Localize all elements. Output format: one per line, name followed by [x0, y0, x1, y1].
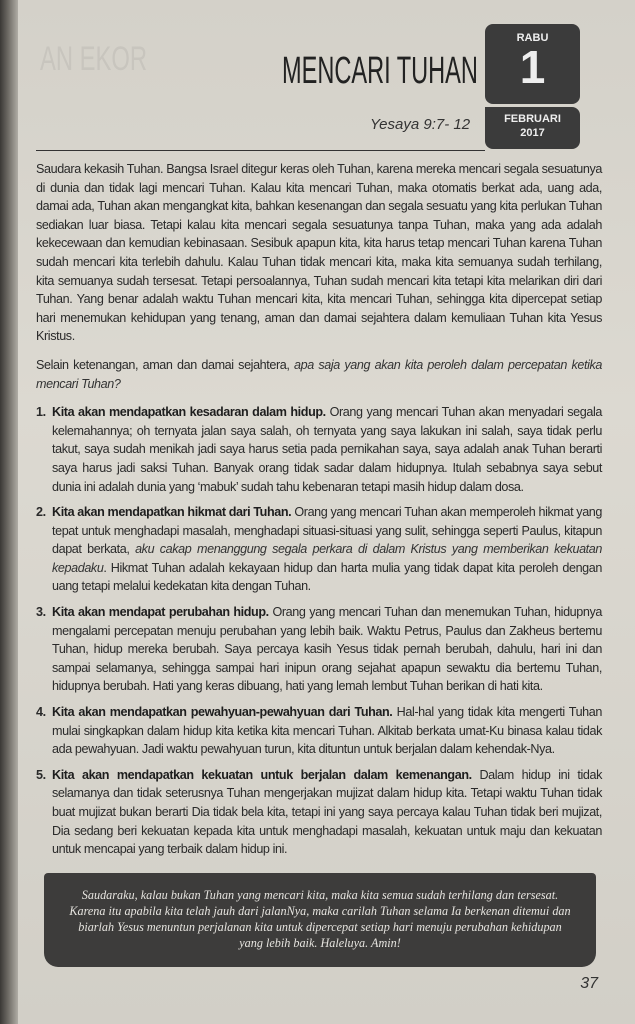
year: 2017 — [520, 127, 545, 139]
item-heading: Kita akan mendapatkan kesadaran dalam hidup. — [52, 405, 326, 420]
item-heading: Kita akan mendapatkan hikmat dari Tuhan. — [52, 505, 292, 520]
scripture-reference: Yesaya 9:7- 12 — [370, 116, 471, 133]
date-day-box — [485, 24, 580, 104]
item-number: 1. — [36, 405, 46, 420]
item-number: 4. — [36, 705, 46, 720]
item-text: Dalam hidup ini tidak selamanya dan tidak seterusnya Tuhan mengerjakan mujizat dalam hidup kita. Tetapi waktu Tuhan tidak buat mujizat bukan berarti Dia tidak bela kita, tetapi ini yang saya percaya kalau Tuhan tidak beri mujizat, Dia sedang beri kekuatan kepada kita untuk menghadapi masalah, kekuatan untuk maju dan kekuatan untuk mencapai yang terbaik dalam hidup ini. — [52, 767, 602, 857]
closing-quote-text: Saudaraku, kalau bukan Tuhan yang mencari kita, maka kita semua sudah terhilang dan tersesat. Karena itu apabila kita telah jauh dari jalanNya, maka carilah Tuhan selama Ia berkenan ditemui dan biarlah Yesus menuntun perjalanan kita untuk dipercepat setiap hari menuju perubahan kehidupan yang lebih baik. Haleluya. Amin! — [69, 887, 571, 950]
intro-paragraph: Saudara kekasih Tuhan. Bangsa Israel ditegur keras oleh Tuhan, karena mereka mencari segala sesuatunya di dunia dan tidak lagi mencari Tuhan. Kalau kita mencari Tuhan, maka otomatis berkat ada, uang ada, damai ada, Tuhan akan mengangkat kita, bahkan kesenangan dan segala sesuatu yang kita perlukan Tuhan sediakan luar biasa. Tetapi kalau kita mencari segala sesuatunya tanpa Tuhan, maka yang ada adalah kekecewaan dan kemudian kebinasaan. Sesibuk apapun kita, kita harus tetap mencari Tuhan karena Tuhan sudah mencari kita terlebih dahulu. Kalau Tuhan tidak mencari kita, maka kita semuanya sudah terhilang, kita semuanya sudah tersesat. Tetapi persoalannya, Tuhan sudah mencari kita tetapi kita melarikan diri dari Tuhan. Yang benar adalah waktu Tuhan mencari kita, kita mencari Tuhan, sehingga kita dipercepat setiap hari menemukan kehidupan yang tenang, aman dan damai sejahtera dalam kemuliaan Tuhan kita Yesus Kristus. — [36, 162, 602, 344]
header-divider — [36, 150, 485, 151]
intro-question — [36, 356, 602, 393]
list-item — [36, 603, 602, 696]
bleed-through-text: AN EKOR — [40, 40, 148, 78]
question-italic: apa saja yang akan kita peroleh dalam percepatan ketika mencari Tuhan? — [36, 357, 603, 391]
item-text: Hal-hal yang tidak kita mengerti Tuhan mulai singkapkan dalam hidup kita ketika kita mencari Tuhan. Alkitab berkata umat-Ku binasa kalau tidak ada pewahyuan. Jadi waktu pewahyuan turun, kita dituntun untuk berjalan dalam kehendak-Nya. — [52, 705, 602, 757]
list-item — [36, 766, 602, 859]
item-text: Orang yang mencari Tuhan dan menemukan Tuhan, hidupnya mengalami percepatan menuju perubahan yang lebih baik. Waktu Petrus, Paulus dan Zakheus bertemu Tuhan, hidup mereka berubah. Saya percaya kasih Yesus tidak pernah berubah, dahulu, hari ini dan sampai selamanya, sehingga sampai hari inipun orang sejahat apapun sewaktu dia bertemu Tuhan, hidupnya berubah. Hati yang keras dibuang, hati yang lemah lembut Tuhan berikan di hati kita. — [52, 605, 602, 694]
item-text-after: . Hikmat Tuhan adalah kekayaan hidup dan harta mulia yang tidak dapat kita peroleh dengan uang tetapi melalui kedekatan kita dengan Tuhan. — [52, 560, 602, 594]
date-month-box — [485, 107, 580, 149]
item-heading: Kita akan mendapat perubahan hidup. — [52, 605, 269, 620]
question-lead: Selain ketenangan, aman dan damai sejahtera, — [36, 357, 295, 372]
closing-quote-box — [44, 873, 596, 967]
item-heading: Kita akan mendapatkan kekuatan untuk berjalan dalam kemenangan. — [52, 767, 472, 782]
month: FEBRUARI — [504, 113, 561, 125]
points-list — [36, 403, 602, 859]
item-text: Orang yang mencari Tuhan akan memperoleh hikmat yang tepat untuk menghadapi masalah, menghadapi situasi-situasi yang sulit, sehingga seperti Paulus, kitapun dapat berkata, — [52, 505, 603, 557]
page-title: MENCARI TUHAN — [282, 50, 478, 92]
day-number: 1 — [519, 41, 546, 93]
page-content — [36, 156, 602, 993]
item-number: 5. — [36, 767, 46, 782]
item-heading: Kita akan mendapatkan pewahyuan-pewahyuan dari Tuhan. — [52, 705, 393, 720]
item-number: 3. — [36, 605, 46, 620]
page-header — [0, 0, 635, 156]
list-item — [36, 503, 602, 596]
item-text: Orang yang mencari Tuhan akan menyadari segala kelemahannya; oh ternyata jalan saya salah, oh ternyata yang saya lakukan ini salah, saya tidak perlu takut, saya sudah menikah jadi saya harus setia pada pernikahan saya, saya adalah anak Tuhan berarti saya harus jadi saksi Tuhan. Banyak orang tidak sadar dalam hidupnya. Itulah sebabnya saya sebut dunia ini adalah dunia yang ‘mabuk’ sudah tahu kebenaran tetapi masih hidup dalam dosa. — [52, 405, 602, 494]
day-name: RABU — [516, 32, 549, 44]
item-number: 2. — [36, 505, 46, 520]
list-item — [36, 703, 602, 759]
page-number: 37 — [580, 974, 598, 992]
item-quote: aku cakap menanggung segala perkara di dalam Kristus yang memberikan kekuatan kepadaku — [52, 542, 602, 575]
list-item — [36, 403, 602, 496]
